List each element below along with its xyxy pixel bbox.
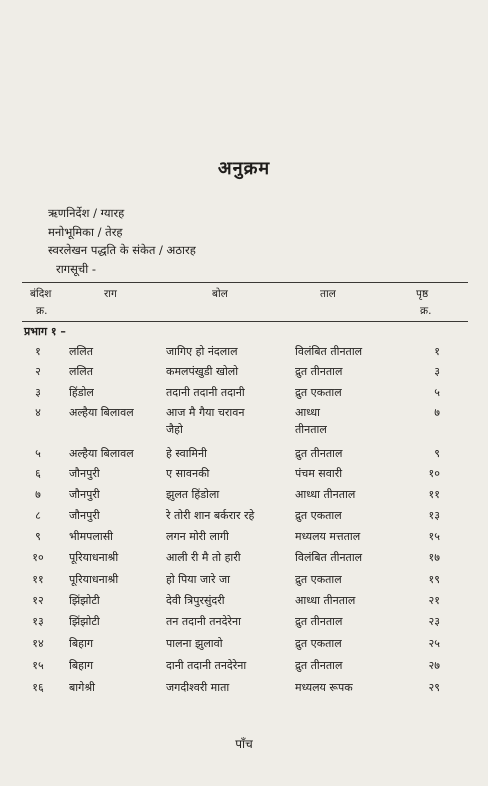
row-taal: आध्धा तीनताल bbox=[295, 594, 356, 607]
row-bol: जगदीश्वरी माता bbox=[166, 681, 230, 694]
header-page-line1: पृष्ठ bbox=[416, 288, 429, 300]
row-page: ५ bbox=[434, 386, 440, 399]
row-number: ८ bbox=[35, 509, 41, 522]
row-page: १३ bbox=[428, 509, 440, 522]
front-matter-item: रागसूची - bbox=[56, 262, 97, 276]
row-taal: पंचम सवारी bbox=[295, 467, 343, 480]
row-page: १९ bbox=[428, 573, 440, 586]
table-top-rule bbox=[22, 282, 468, 283]
row-raag: ललित bbox=[69, 345, 94, 358]
row-bol: जागिए हो नंदलाल bbox=[166, 345, 238, 358]
row-number: १६ bbox=[32, 681, 44, 694]
header-taal: ताल bbox=[320, 288, 336, 300]
row-page: २९ bbox=[428, 681, 440, 694]
row-raag: जौनपुरी bbox=[69, 467, 100, 480]
row-page: २३ bbox=[428, 615, 440, 628]
row-raag: जौनपुरी bbox=[69, 488, 100, 501]
row-raag: पूरियाधनाश्री bbox=[69, 551, 119, 564]
row-number: ६ bbox=[35, 467, 41, 480]
row-page: १७ bbox=[428, 551, 440, 564]
row-raag: जौनपुरी bbox=[69, 509, 100, 522]
row-taal-continued: तीनताल bbox=[295, 423, 327, 436]
row-raag: हिंडोल bbox=[69, 386, 94, 399]
row-page: ३ bbox=[434, 365, 440, 378]
row-taal: विलंबित तीनताल bbox=[295, 345, 363, 358]
row-page: २५ bbox=[428, 637, 440, 650]
row-taal: मध्यलय मत्तताल bbox=[295, 530, 361, 543]
row-taal: विलंबित तीनताल bbox=[295, 551, 363, 564]
table-header-rule bbox=[22, 321, 468, 322]
row-taal: द्रुत एकताल bbox=[295, 637, 342, 650]
row-number: ११ bbox=[32, 573, 44, 586]
row-bol: हे स्वामिनी bbox=[166, 447, 207, 460]
row-raag: बिहाग bbox=[69, 659, 94, 672]
row-raag: झिंझोटी bbox=[69, 615, 100, 628]
header-bol: बोल bbox=[212, 288, 228, 300]
row-bol: कमलपंखुडी खोलो bbox=[166, 365, 239, 378]
row-bol: आली री मै तो हारी bbox=[166, 551, 241, 564]
row-taal: द्रुत तीनताल bbox=[295, 365, 343, 378]
row-bol: दानी तदानी तनदेरेना bbox=[166, 659, 247, 672]
row-page: ११ bbox=[428, 488, 440, 501]
front-matter-item: मनोभूमिका / तेरह bbox=[48, 225, 123, 239]
row-number: २ bbox=[35, 365, 41, 378]
row-taal: मध्यलय रूपक bbox=[295, 681, 353, 694]
row-bol: रे तोरी शान बर्करार रहे bbox=[166, 509, 255, 522]
row-number: ३ bbox=[35, 386, 41, 399]
row-number: १० bbox=[32, 551, 44, 564]
row-raag: ललित bbox=[69, 365, 94, 378]
row-raag: बागेश्री bbox=[69, 681, 95, 694]
row-bol: लगन मोरी लागी bbox=[166, 530, 229, 543]
row-bol: देवी त्रिपुरसुंदरी bbox=[166, 594, 225, 607]
row-number: १३ bbox=[32, 615, 44, 628]
row-taal: द्रुत एकताल bbox=[295, 386, 342, 399]
row-page: १ bbox=[434, 345, 440, 358]
row-raag: भीमपलासी bbox=[69, 530, 113, 543]
row-page: ७ bbox=[434, 406, 440, 419]
header-raag: राग bbox=[104, 288, 117, 300]
row-bol: तन तदानी तनदेरेना bbox=[166, 615, 241, 628]
page-title: अनुक्रम bbox=[217, 158, 271, 179]
row-page: २७ bbox=[428, 659, 440, 672]
section-label: प्रभाग १ – bbox=[24, 325, 66, 338]
row-taal: द्रुत तीनताल bbox=[295, 615, 343, 628]
row-number: ४ bbox=[35, 406, 41, 419]
row-number: ९ bbox=[35, 530, 41, 543]
row-number: १२ bbox=[32, 594, 44, 607]
row-page: १० bbox=[428, 467, 440, 480]
front-matter-item: स्वरलेखन पद्धति के संकेत / अठारह bbox=[48, 243, 196, 257]
row-bol: ए सावनकी bbox=[166, 467, 210, 480]
row-number: ७ bbox=[35, 488, 41, 501]
row-raag: पूरियाधनाश्री bbox=[69, 573, 119, 586]
row-taal: द्रुत तीनताल bbox=[295, 659, 343, 672]
row-raag: झिंझोटी bbox=[69, 594, 100, 607]
row-page: १५ bbox=[428, 530, 440, 543]
row-bol: आज मै गैया चरावन bbox=[166, 406, 245, 419]
row-taal: आध्धा bbox=[295, 406, 320, 419]
front-matter-item: ऋणनिर्देश / ग्यारह bbox=[48, 206, 125, 220]
row-page: ९ bbox=[434, 447, 440, 460]
row-number: १४ bbox=[32, 637, 44, 650]
header-page-line2: क्र. bbox=[420, 305, 432, 317]
row-taal: आध्धा तीनताल bbox=[295, 488, 356, 501]
header-no-line2: क्र. bbox=[36, 305, 48, 317]
row-bol: पालना झुलावो bbox=[166, 637, 223, 650]
row-raag: अल्हैया बिलावल bbox=[69, 406, 134, 419]
header-no-line1: बंदिश bbox=[30, 288, 52, 300]
row-number: ५ bbox=[35, 447, 41, 460]
row-bol: झुलत हिंडोला bbox=[166, 488, 220, 501]
row-raag: अल्हैया बिलावल bbox=[69, 447, 134, 460]
row-bol: हो पिया जारे जा bbox=[166, 573, 231, 586]
row-page: २१ bbox=[428, 594, 440, 607]
row-taal: द्रुत एकताल bbox=[295, 573, 342, 586]
row-taal: द्रुत तीनताल bbox=[295, 447, 343, 460]
row-raag: बिहाग bbox=[69, 637, 94, 650]
row-number: १५ bbox=[32, 659, 44, 672]
page-number: पाँच bbox=[235, 737, 253, 751]
row-bol-continued: जैहो bbox=[166, 423, 183, 436]
row-taal: द्रुत एकताल bbox=[295, 509, 342, 522]
row-bol: तदानी तदानी तदानी bbox=[166, 386, 245, 399]
row-number: १ bbox=[35, 345, 41, 358]
